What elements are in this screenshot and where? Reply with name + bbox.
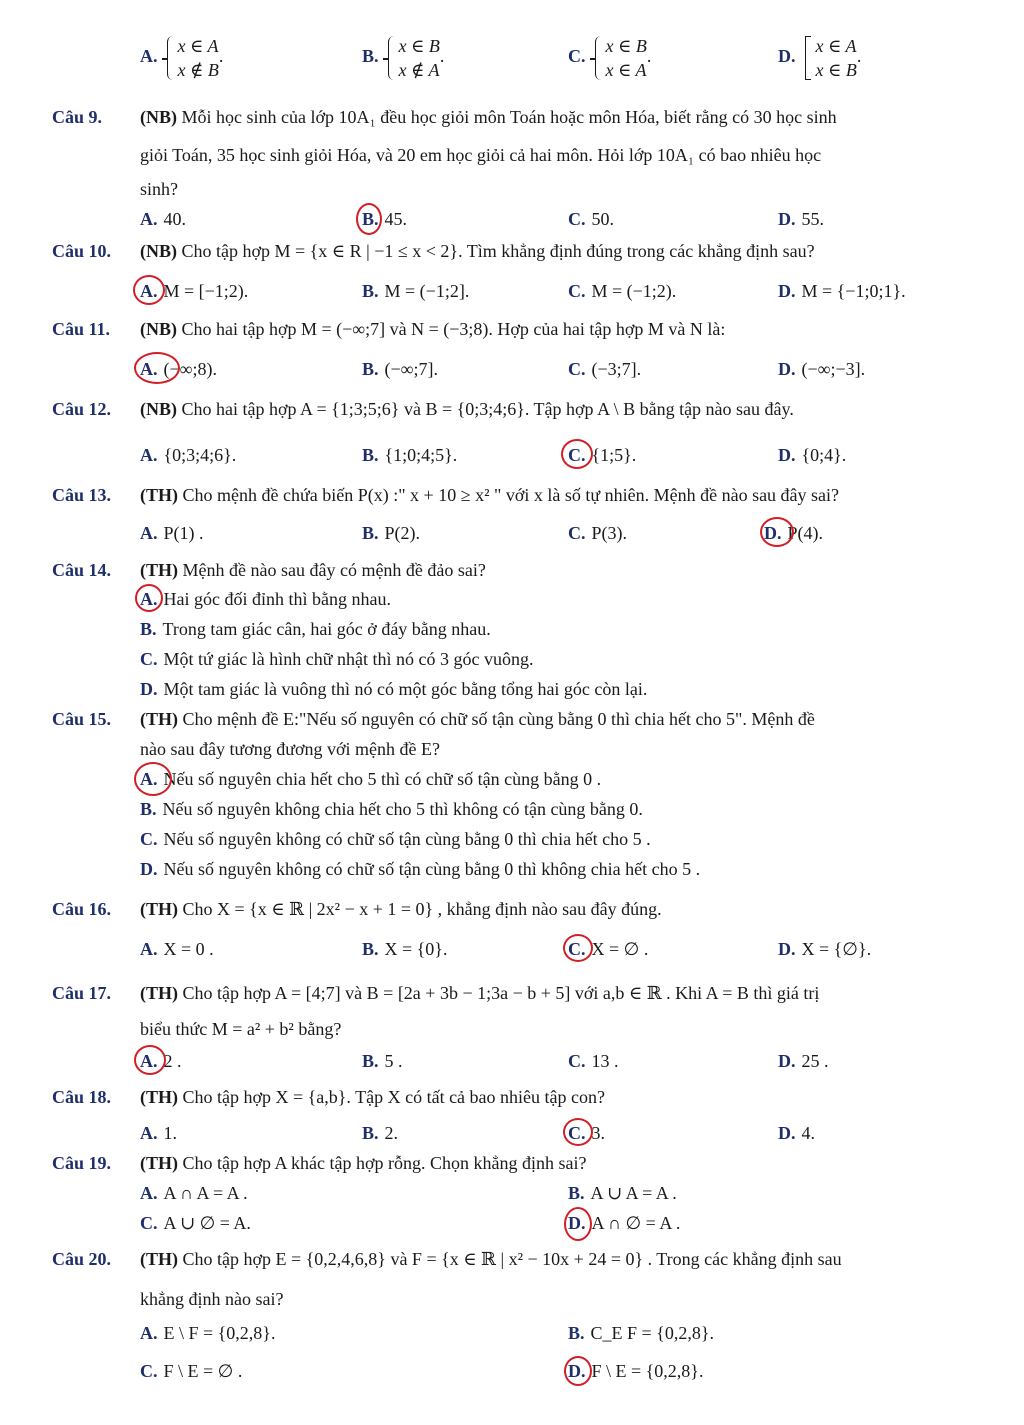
q9-option-c: C. 50. — [568, 209, 614, 229]
q18-option-b: B. 2. — [362, 1123, 399, 1143]
q10-option-c: C. M = (−1;2). — [568, 281, 677, 301]
q17-option-d: D. 25 . — [778, 1051, 829, 1071]
question-9-line-2: giỏi Toán, 35 học sinh giỏi Hóa, và 20 em học giỏi cả hai môn. Hỏi lớp 10A₁ có bao nhiêu học — [140, 145, 822, 165]
q8-option-c: C. x ∈ B x ∈ A . — [568, 36, 652, 80]
q11-option-a: A. (−∞;8). — [140, 356, 217, 382]
q8-option-d: D. x ∈ A x ∈ B . — [778, 36, 862, 80]
q16-option-d: D. X = {∅}. — [778, 939, 872, 959]
q18-option-d: D. 4. — [778, 1123, 815, 1143]
q19-option-d: D. A ∩ ∅ = A . — [568, 1210, 680, 1236]
q14-option-a: A. Hai góc đối đỉnh thì bằng nhau. — [140, 586, 391, 612]
q20-option-d: D. F \ E = {0,2,8}. — [568, 1358, 703, 1384]
q13-option-b: B. P(2). — [362, 523, 421, 543]
q9-option-b: B. 45. — [362, 206, 407, 232]
q16-option-c: C. X = ∅ . — [568, 936, 648, 962]
q12-option-c: C. {1;5}. — [568, 442, 636, 468]
q15-option-a: A. Nếu số nguyên chia hết cho 5 thì có chữ số tận cùng bằng 0 . — [140, 766, 601, 792]
q10-option-b: B. M = (−1;2]. — [362, 281, 470, 301]
q13-option-d: D. P(4). — [764, 520, 823, 546]
question-9-line-3: sinh? — [140, 179, 178, 199]
q9-option-a: A. 40. — [140, 209, 186, 229]
q8-option-a: A. x ∈ A x ∉ B . — [140, 36, 224, 80]
q16-option-b: B. X = {0}. — [362, 939, 448, 959]
q16-option-a: A. X = 0 . — [140, 939, 214, 959]
question-20-line-2: khẳng định nào sai? — [140, 1289, 284, 1309]
q9-option-d: D. 55. — [778, 209, 824, 229]
q19-option-c: C. A ∪ ∅ = A. — [140, 1213, 251, 1233]
q14-option-d: D. Một tam giác là vuông thì nó có một góc bằng tổng hai góc còn lại. — [140, 679, 648, 699]
q19-option-a: A. A ∩ A = A . — [140, 1183, 248, 1203]
q19-option-b: B. A ∪ A = A . — [568, 1183, 677, 1203]
q18-option-a: A. 1. — [140, 1123, 177, 1143]
q10-option-a: A. M = [−1;2). — [140, 278, 248, 304]
q20-option-c: C. F \ E = ∅ . — [140, 1361, 243, 1381]
q17-option-a: A. 2 . — [140, 1048, 182, 1074]
q8-option-b: B. x ∈ B x ∉ A . — [362, 36, 445, 80]
q13-option-c: C. P(3). — [568, 523, 627, 543]
q11-option-b: B. (−∞;7]. — [362, 359, 438, 379]
q17-option-b: B. 5 . — [362, 1051, 403, 1071]
q12-option-a: A. {0;3;4;6}. — [140, 445, 237, 465]
q15-option-c: C. Nếu số nguyên không có chữ số tận cùng bằng 0 thì chia hết cho 5 . — [140, 829, 651, 849]
q15-option-d: D. Nếu số nguyên không có chữ số tận cùng bằng 0 thì không chia hết cho 5 . — [140, 859, 701, 879]
q14-option-c: C. Một tứ giác là hình chữ nhật thì nó có 3 góc vuông. — [140, 649, 534, 669]
q15-option-b: B. Nếu số nguyên không chia hết cho 5 thì không có tận cùng bằng 0. — [140, 799, 643, 819]
question-17-line-2: biểu thức M = a² + b² bằng? — [140, 1019, 342, 1039]
q11-option-d: D. (−∞;−3]. — [778, 359, 866, 379]
question-15-line-2: nào sau đây tương đương với mệnh đề E? — [140, 739, 441, 759]
q18-option-c: C. 3. — [568, 1120, 605, 1146]
q12-option-b: B. {1;0;4;5}. — [362, 445, 458, 465]
exam-page: A. x ∈ A x ∉ B . B. x ∈ B x ∉ A . C. x ∈ B x ∈ A . D. x ∈ A x ∈ B . Câu 9. (NB) Mỗi học sinh của lớp 10A₁ đều học giỏi môn Toán hoặc môn Hóa, biết rằng có 30 học sinh giỏi Toán, 35 học sinh giỏi Hóa, và 20 em học giỏi cả hai môn. Hỏi lớp 10A₁ có bao nhiêu học sinh? A. 40. B. 45. C. 50. D. 55. Câu 10. (NB) Cho tập hợp M = {x ∈ R | −1 ≤ x < 2}. Tìm khẳng định đúng trong các khẳng định sau? A. M = [−1;2). B. M = (−1;2]. C. M = (−1;2). D. M = {−1;0;1}. Câu 11. (NB) Cho hai tập hợp M = (−∞;7] và N = (−3;8). Hợp của hai tập hợp M và N là: A. (−∞;8). B. (−∞;7]. C. (−3;7]. D. (−∞;−3]. Câu 12. (NB) Cho hai tập hợp A = {1;3;5;6} và B = {0;3;4;6}. Tập hợp A \ B bằng tập nào sau đây. A. {0;3;4;6}. B. {1;0;4;5}. C. {1;5}. D. {0;4}. Câu 13. (TH) Cho mệnh đề chứa biến P(x) :" x + 10 ≥ x² " với x là số tự nhiên. Mệnh đề nào sau đây sai? A. P(1) . B. P(2). C. P(3). D. P(4). Câu 14. (TH) Mệnh đề nào sau đây có mệnh đề đảo sai? A. Hai góc đối đỉnh thì bằng nhau. B. Trong tam giác cân, hai góc ở đáy bằng nhau. C. Một tứ giác là hình chữ nhật thì nó có 3 góc vuông. D. Một tam giác là vuông thì nó có một góc bằng tổng hai góc còn lại. Câu 15. (TH) Cho mệnh đề E:"Nếu số nguyên có chữ số tận cùng bằng 0 thì chia hết cho 5". Mệnh đề nào sau đây tương đương với mệnh đề E? A. Nếu số nguyên chia hết cho 5 thì có chữ số tận cùng bằng 0 . B. Nếu số nguyên không chia hết cho 5 thì không có tận cùng bằng 0. C. Nếu số nguyên không có chữ số tận cùng bằng 0 thì chia hết cho 5 . D. Nếu số nguyên không có chữ số tận cùng bằng 0 thì không chia hết cho 5 . Câu 16. (TH) Cho X = {x ∈ ℝ | 2x² − x + 1 = 0} , khẳng định nào sau đây đúng. A. X = 0 . B. X = {0}. C. X = ∅ . D. X = {∅}. Câu 17. (TH) Cho tập hợp A = [4;7] và B = [2a + 3b − 1;3a − b + 5] với a,b ∈ ℝ . Khi A = B thì giá trị biểu thức M = a² + b² bằng? A. 2 . B. 5 . C. 13 . D. 25 . Câu 18. (TH) Cho tập hợp X = {a,b}. Tập X có tất cả bao nhiêu tập con? A. 1. B. 2. C. 3. D. 4. Câu 19. (TH) Cho tập hợp A khác tập hợp rỗng. Chọn khẳng định sai? A. A ∩ A = A . B. A ∪ A = A . C. A ∪ ∅ = A. D. A ∩ ∅ = A . Câu 20. (TH) Cho tập hợp E = {0,2,4,6,8} và F = {x ∈ ℝ | x² − 10x + 24 = 0} . Trong các khẳng định sau khẳng định nào sai? A. E \ F = {0,2,8}. B. C_E F = {0,2,8}. C. F \ E = ∅ . D. F \ E = {0,2,8}. — [0, 0, 1024, 1425]
q17-option-c: C. 13 . — [568, 1051, 619, 1071]
q13-option-a: A. P(1) . — [140, 523, 204, 543]
q10-option-d: D. M = {−1;0;1}. — [778, 281, 906, 301]
q11-option-c: C. (−3;7]. — [568, 359, 642, 379]
q12-option-d: D. {0;4}. — [778, 445, 847, 465]
q14-option-b: B. Trong tam giác cân, hai góc ở đáy bằng nhau. — [140, 619, 491, 639]
q20-option-a: A. E \ F = {0,2,8}. — [140, 1323, 276, 1343]
q20-option-b: B. C_E F = {0,2,8}. — [568, 1323, 714, 1343]
